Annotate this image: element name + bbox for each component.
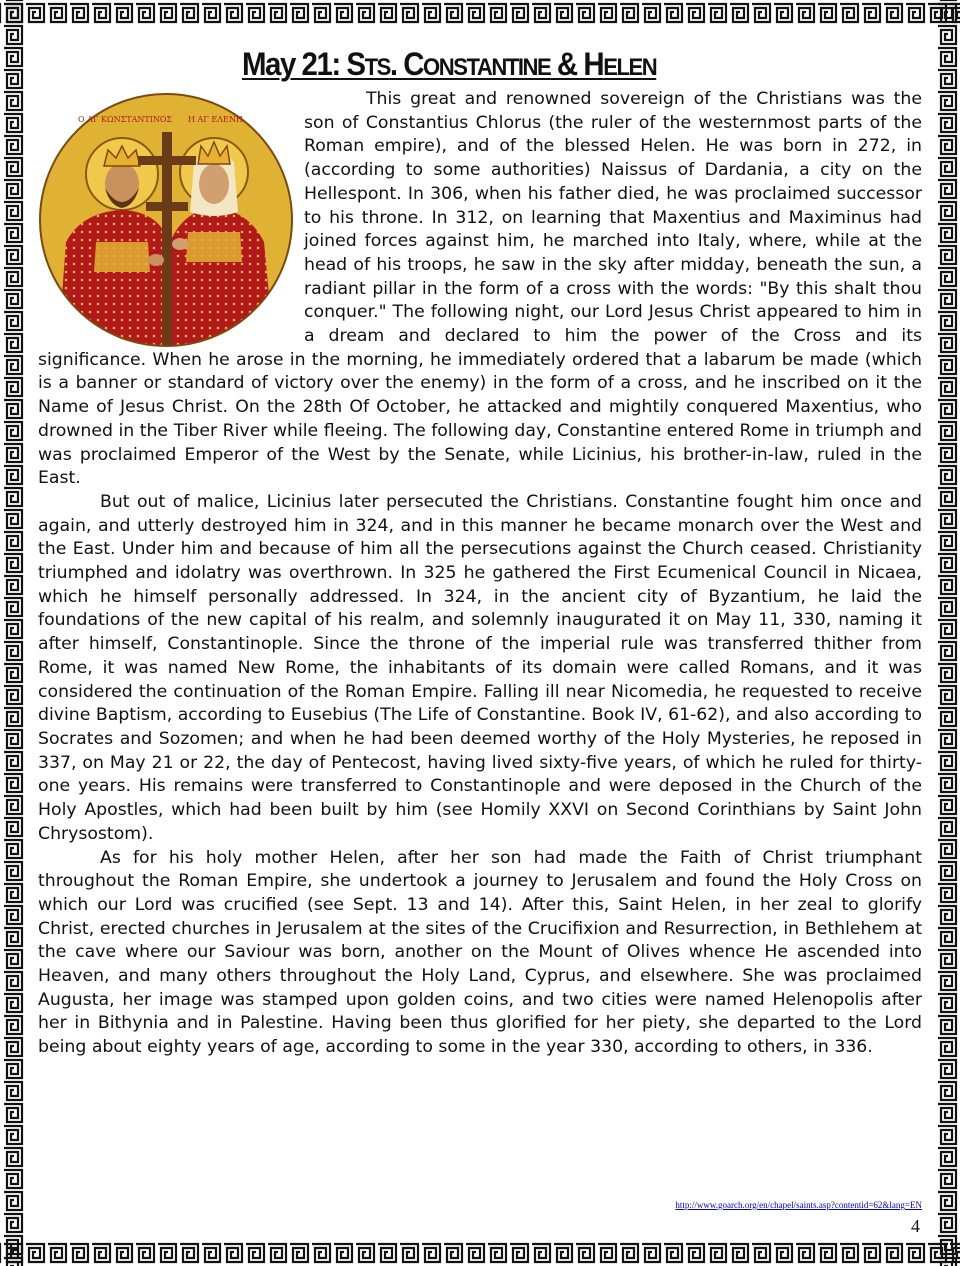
page-number: 4 (911, 1216, 920, 1236)
icon-inscription-left: Ο ΑΓ ΚΩΝΣΤΑΝΤΙΝΟΣ (78, 115, 173, 124)
greek-key-border-bottom (0, 1240, 960, 1266)
greek-key-border-left (0, 0, 26, 1266)
source-link[interactable]: http://www.goarch.org/en/chapel/saints.asp?contentid=62&lang=EN (675, 1200, 922, 1210)
article-paragraph-3: As for his holy mother Helen, after her son had made the Faith of Christ triumphant throughout the Roman Empire, she undertook a journey to Jerusalem and found the Holy Cross on which our Lord was crucified (see Sept. 13 and 14). After this, Saint Helen, in her zeal to glorify Christ, erected churches in Jerusalem at the sites of the Crucifixion and Resurrection, in Bethlehem at the cave where our Saviour was born, another on the Mount of Olives whence He ascended into Heaven, and many others throughout the Holy Land, Cyprus, and elsewhere. She was proclaimed Augusta, her image was stamped upon golden coins, and two cities were named Helenopolis after her in Bithynia and in Palestine. Having been thus glorified for her piety, she departed to the Lord being about eighty years of age, according to some in the year 330, according to others, in 336. (38, 847, 922, 1058)
greek-key-border-right (934, 0, 960, 1266)
article-body (38, 88, 922, 1060)
icon-inscription-right: Η ΑΓ ΕΛΕΝΗ (188, 115, 243, 124)
article-paragraph-1: This great and renowned sovereign of the Christians was the son of Constantius Chlorus (the ruler of the westernmost parts of the Roman empire), and of the blessed Helen. He was born in 272, in (according to some authorities) Naissus of Dardania, a city on the Hellespont. In 306, when his father died, he was proclaimed successor to his throne. In 312, on learning that Maxentius and Maximinus had joined forces against him, he marched into Italy, where, while at the head of his troops, he saw in the sky after midday, beneath the sun, a radiant pillar in the form of a cross with the words: "By this shalt thou conquer." The following night, our Lord Jesus Christ appeared to him in a dream and declared to him the power of the Cross and its significance. When he arose in the morning, he immediately ordered that a labarum be made (which is a banner or standard of victory over the enemy) in the form of a cross, and he inscribed on it the Name of Jesus Christ. On the 28th Of October, he attacked and mightily conquered Maxentius, who drowned in the Tiber River while fleeing. The following day, Constantine entered Rome in triumph and was proclaimed Emperor of the West by the Senate, while Licinius, his brother-in-law, ruled in the East. (38, 89, 922, 489)
greek-key-border-top (0, 0, 960, 26)
article-paragraph-2: But out of malice, Licinius later persecuted the Christians. Constantine fought him once and again, and utterly destroyed him in 324, and in this manner he became monarch over the West and the East. Under him and because of him all the persecutions against the Church ceased. Christianity triumphed and idolatry was overthrown. In 325 he gathered the First Ecumenical Council in Nicaea, which he himself personally addressed. In 324, in the ancient city of Byzantium, he laid the foundations of the new capital of his realm, and solemnly inaugurated it on May 11, 330, naming it after himself, Constantinople. Since the throne of the imperial rule was transferred thither from Rome, it was named New Rome, the inhabitants of its domain were called Romans, and it was considered the continuation of the Roman Empire. Falling ill near Nicomedia, he requested to receive divine Baptism, according to Eusebius (The Life of Constantine. Book IV, 61-62), and also according to Socrates and Sozomen; and when he had been deemed worthy of the Holy Mysteries, he reposed in 337, on May 21 or 22, the day of Pentecost, having lived sixty-five years, of which he ruled for thirty-one years. His remains were transferred to Constantinople and were deposed in the Church of the Holy Apostles, which had been built by him (see Homily XXVI on Second Corinthians by Saint John Chrysostom). (38, 491, 922, 844)
icon-float-spacer (38, 88, 304, 348)
page-title: May 21: STS. CONSTANTINE & HELEN (242, 46, 657, 82)
